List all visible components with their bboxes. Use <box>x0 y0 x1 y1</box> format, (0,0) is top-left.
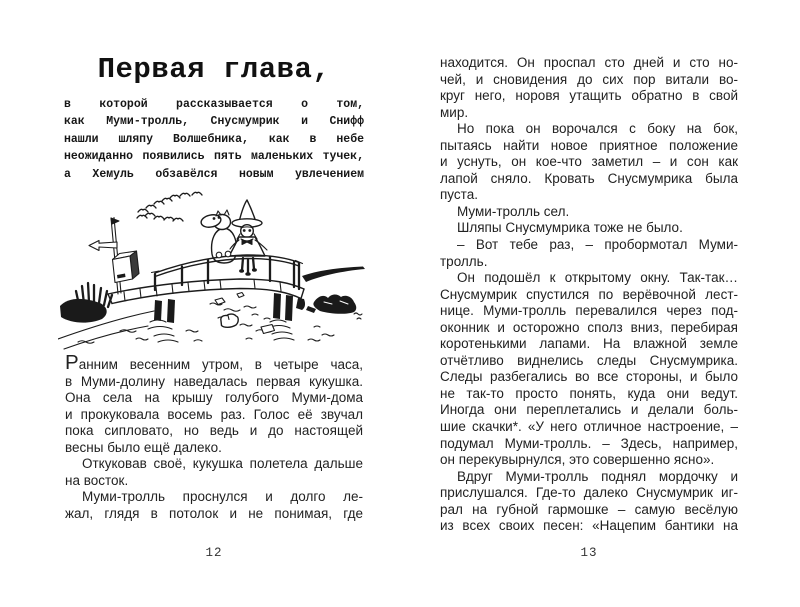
text-line: жал, глядя в потолок и не понимая, где <box>65 505 363 521</box>
paragraph <box>440 237 738 270</box>
text-line: – Вот тебе раз, – пробормотал Муми- <box>457 237 738 253</box>
text-line: коротенькими лапами. На влажной земле <box>440 336 738 352</box>
subtitle-line: а Хемуль обзавёлся новым увлечением <box>64 167 364 181</box>
text-line: Он подошёл к открытому окну. Так-так… <box>457 270 738 286</box>
text-line: пуста. <box>440 187 478 203</box>
page-number-left: 12 <box>205 546 223 560</box>
subtitle-line: как Муми-тролль, Снусмумрик и Снифф <box>64 115 364 129</box>
text-line: и прокуковала восемь раз. Голос её звучал <box>65 406 363 422</box>
text-line: рал на губной гармошке – самую весёлую <box>440 501 738 517</box>
text-line: Шляпы Снусмумрика тоже не было. <box>457 220 683 236</box>
paragraph <box>65 351 363 456</box>
text-line: Муми-тролль проснулся и долго ле- <box>82 489 363 505</box>
grass-tussock <box>58 283 154 349</box>
page-number-right: 13 <box>580 546 598 560</box>
paragraph <box>65 489 363 522</box>
text-line: отчётливо виднелись следы Снусмумрика. <box>440 352 738 368</box>
body-text-right <box>440 55 738 535</box>
text-line: Снусмумрик спустился по верёвочной лест- <box>440 286 738 302</box>
stream-ripples <box>78 303 334 343</box>
text-line: весны было ещё далеко. <box>65 439 222 455</box>
dark-rocks <box>302 267 365 320</box>
text-line: оконник и осторожно сполз вниз, перебирая <box>440 319 738 335</box>
text-line: тролль. <box>440 253 488 269</box>
bridge-illustration <box>58 190 398 350</box>
paragraph <box>440 121 738 204</box>
text-line: лапой сняло. Кровать Снусмумрика была <box>440 170 738 186</box>
text-line: пока сипловато, но ведь и до настоящей <box>65 423 363 439</box>
text-line: круг него, норовя утащить обратно в свой <box>440 88 738 104</box>
paragraph <box>440 270 738 469</box>
text-line: он перекувырнулся, это совершенно ясно». <box>440 452 715 468</box>
text-line: Вдруг Муми-тролль поднял мордочку и <box>457 468 738 484</box>
paragraph <box>440 469 738 535</box>
text-line: мир. <box>440 104 469 120</box>
floating-leaves <box>215 293 275 334</box>
text-line: Она села на крышу голубого Муми-дома <box>65 390 363 406</box>
subtitle-line: нашли шляпу Волшебника, как в небе <box>64 132 364 146</box>
text-line: Следы разбегались во все стороны, и было <box>440 369 738 385</box>
text-line: и уснуть, он кое-что заметил – и сон как <box>440 154 738 170</box>
text-line: подумал Муми-тролль. – Здесь, например, <box>440 435 738 451</box>
snufkin <box>229 200 267 256</box>
text-line: Муми-тролль сел. <box>457 203 570 219</box>
text-line: в Муми-долину наведалась первая кукушка. <box>65 373 363 389</box>
flock-of-birds <box>137 192 202 221</box>
chapter-title: Первая глава, <box>97 53 331 86</box>
illustration-canvas <box>58 190 398 350</box>
text-line: Ранним весенним утром, в четыре часа, <box>65 351 363 374</box>
text-line: чей, и сновидения до сих пор витали во- <box>440 71 738 87</box>
initial-capital: Р <box>65 351 79 374</box>
text-line: шие скачки*. «У него отличное настроение, – <box>440 419 738 435</box>
paragraph <box>440 55 738 121</box>
body-text-left <box>65 351 363 522</box>
text-line: Но пока он ворочался с боку на бок, <box>457 121 738 137</box>
text-line: из всех своих песен: «Нацепим бантики на <box>440 518 738 534</box>
text-line: прислушался. Где-то далеко Снусмумрик иг- <box>440 485 738 501</box>
paragraph <box>440 220 738 237</box>
chapter-subtitle <box>64 96 364 183</box>
text-line: Иногда они переплетались и делали боль- <box>440 402 738 418</box>
text-line: нице. Муми-тролль перевалился через под- <box>440 303 738 319</box>
subtitle-line: в которой рассказывается о том, <box>64 98 364 111</box>
text-line: пытаясь найти новое приятное положение <box>440 137 738 153</box>
mailbox <box>113 251 140 283</box>
text-line: Откуковав своё, кукушка полетела дальше <box>82 456 363 472</box>
text-line: не так-то просто понять, куда они ведут. <box>440 385 738 401</box>
subtitle-line: неожиданно появились пять маленьких тучек, <box>64 150 364 164</box>
paragraph <box>440 204 738 221</box>
text-line: находится. Он проспал сто дней и сто но- <box>440 55 738 70</box>
text-line: на восток. <box>65 472 129 488</box>
paragraph <box>65 456 363 489</box>
snufkin-legs <box>240 258 257 275</box>
